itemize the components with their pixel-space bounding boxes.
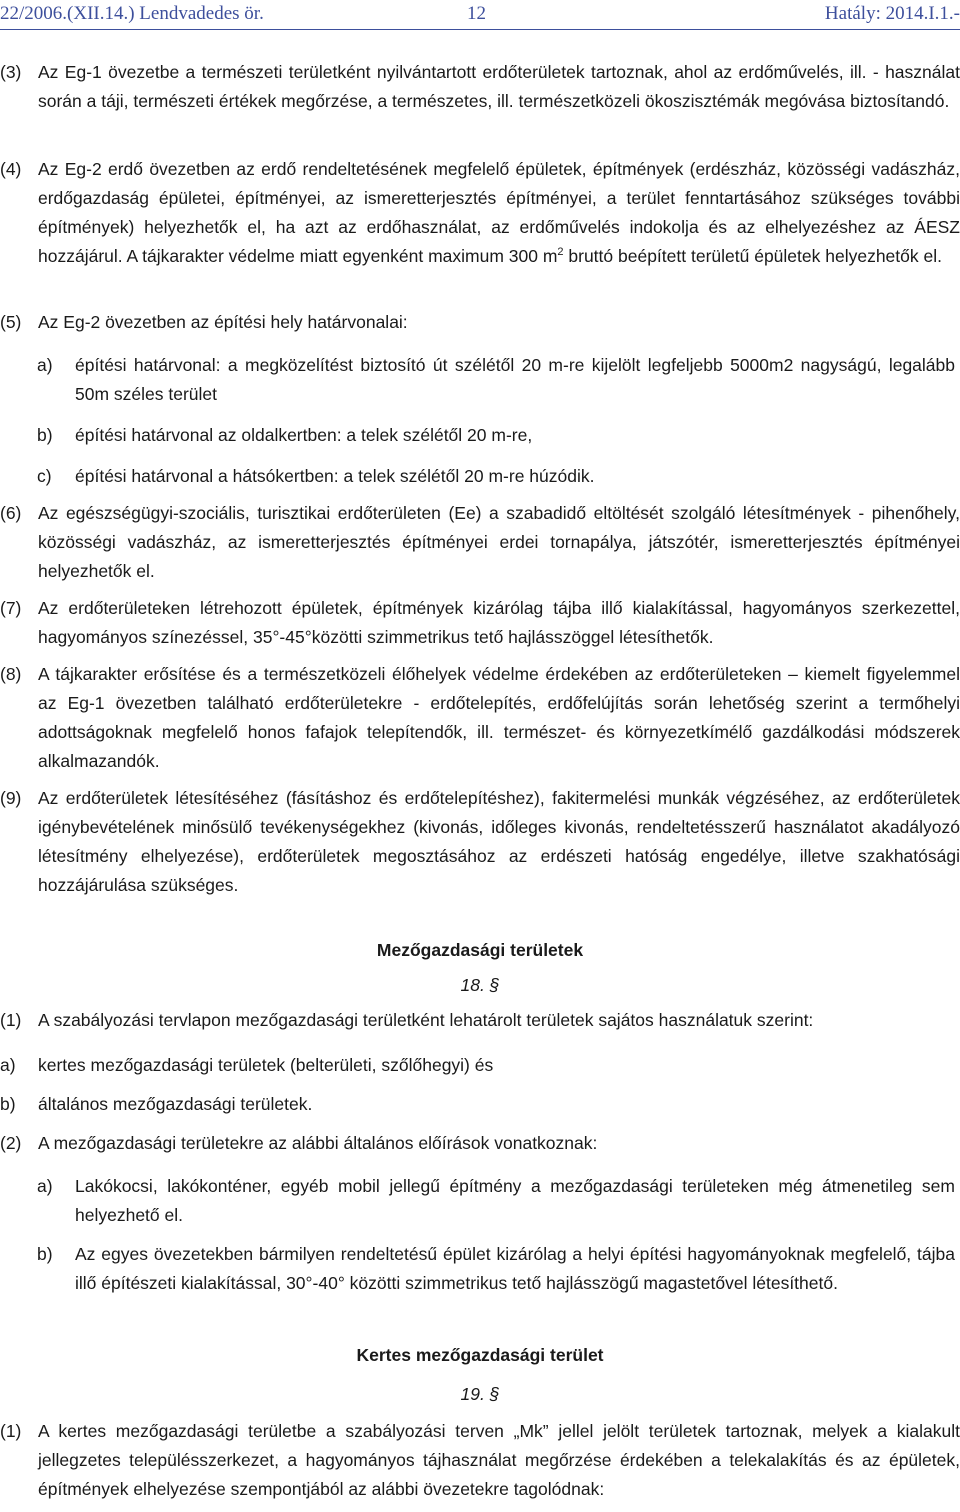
paragraph-label: (8) xyxy=(0,664,22,684)
section-sign: 19. § xyxy=(460,1384,500,1404)
paragraph-label: (5) xyxy=(0,312,22,332)
paragraph-18-1 xyxy=(0,1006,960,1035)
section-heading: Mezőgazdasági területek xyxy=(376,940,584,960)
list-item xyxy=(37,351,960,409)
list-item-text: általános mezőgazdasági területek. xyxy=(38,1094,313,1114)
paragraph-text: Az egészségügyi-szociális, turisztikai erdőterületen (Ee) a szabadidő eltöltését szolgáló létesítmények - pihenőhely, közösségi vadászház, az ismeretterjesztés építményei erdei tornapálya, játszótér, ismeretterjesztés építményei helyezhetők el. xyxy=(38,503,960,581)
paragraph-label: (3) xyxy=(0,62,22,82)
paragraph-text: Az erdőterületeken létrehozott épületek, építmények kizárólag tájba illő kialakítással, hagyományos szerkezettel, hagyományos színezéssel, 35°-45°közötti szimmetrikus tető hajlásszöggel létesíthetők. xyxy=(38,598,960,647)
list-item-label: a) xyxy=(0,1055,16,1075)
list-item-label: b) xyxy=(37,425,53,445)
header-page-number: 12 xyxy=(467,3,486,24)
list-item-label: a) xyxy=(37,1176,53,1196)
paragraph-5 xyxy=(0,308,960,337)
paragraph-7 xyxy=(0,594,960,652)
list-item xyxy=(0,1051,960,1080)
list-item-text: Lakókocsi, lakókonténer, egyéb mobil jellegű építmény a mezőgazdasági területeken még átmenetileg sem helyezhető el. xyxy=(75,1176,955,1225)
paragraph-4 xyxy=(0,155,960,300)
list-item-label: c) xyxy=(37,466,52,486)
list-item xyxy=(37,1172,960,1230)
page-header xyxy=(0,0,960,28)
list-item-text: építési határvonal a hátsókertben: a telek szélétől 20 m-re húzódik. xyxy=(75,466,595,486)
paragraph-text-part: Az Eg-2 erdő övezetben az erdő rendeltetésének megfelelő épületek, építmények (erdészház, közösségi vadászház, erdőgazdaság épületei, építményei, az ismeretterjesztés építményei, a terület fenntartásához szükséges további építmények) helyezhetők el, ha azt az erdőhasználat, az erdőművelés indokolja és az elhelyezéshez az ÁESZ hozzájárul. A tájkarakter védelme miatt egyenként maximum 300 m xyxy=(38,159,960,266)
header-document-id: 22/2006.(XII.14.) Lendvadedes ör. xyxy=(0,3,264,24)
paragraph-19-1 xyxy=(0,1417,960,1504)
list-item-text: Az egyes övezetekben bármilyen rendeltetésű épület kizárólag a helyi építési hagyományoknak megfelelő, tájba illő építészeti kialakítással, 30°-40° közötti szimmetrikus tető hajlásszögű magastetővel létesíthető. xyxy=(75,1244,955,1293)
paragraph-18-2 xyxy=(0,1129,960,1158)
paragraph-text: A szabályozási tervlapon mezőgazdasági területként lehatárolt területek sajátos használatuk szerint: xyxy=(38,1010,814,1030)
paragraph-6 xyxy=(0,499,960,586)
paragraph-3 xyxy=(0,58,960,145)
paragraph-label: (1) xyxy=(0,1010,22,1030)
header-rule xyxy=(0,29,960,30)
list-item-text: kertes mezőgazdasági területek (belterületi, szőlőhegyi) és xyxy=(38,1055,494,1075)
header-effective-date: Hatály: 2014.I.1.- xyxy=(824,3,960,24)
paragraph-text xyxy=(38,155,960,300)
paragraph-label: (6) xyxy=(0,503,22,523)
paragraph-text: Az Eg-2 övezetben az építési hely határvonalai: xyxy=(38,312,408,332)
paragraph-label: (7) xyxy=(0,598,22,618)
list-item xyxy=(37,462,960,491)
paragraph-9 xyxy=(0,784,960,900)
paragraph-text: Az Eg-1 övezetbe a természeti területként nyilvántartott erdőterületek tartoznak, ahol az erdőművelés, ill. - használat során a táji, természeti értékek megőrzése, a természetes, ill. természetközeli ökoszisztémák megóvása biztosítandó. xyxy=(38,62,960,111)
list-item-label: a) xyxy=(37,355,53,375)
paragraph-text: Az erdőterületek létesítéséhez (fásításhoz és erdőtelepítéshez), fakitermelési munkák végzéséhez, az erdőterületek igénybevételének minősülő tevékenységekhez (kivonás, időleges kivonás, rendeltetésszerű használatot akadályozó létesítmény elhelyezése), erdőterületek megosztásához az erdészeti hatóság engedélye, illetve szakhatósági hozzájárulása szükséges. xyxy=(38,788,960,895)
paragraph-text: A tájkarakter erősítése és a természetközeli élőhelyek védelme érdekében az erdőterületeken – kiemelt figyelemmel az Eg-1 övezetben található erdőterületekre - erdőtelepítés, erdőfelújítás során lehetőség szerint a termőhelyi adottságoknak megfelelő honos fafajok telepítendők, ill. természet- és környezetkímélő gazdálkodási módszerek alkalmazandók. xyxy=(38,664,960,771)
paragraph-label: (2) xyxy=(0,1133,22,1153)
paragraph-label: (9) xyxy=(0,788,22,808)
paragraph-8 xyxy=(0,660,960,776)
superscript: 2 xyxy=(557,246,564,258)
list-item-label: b) xyxy=(0,1094,16,1114)
document-body xyxy=(0,58,960,1504)
list-item-text: építési határvonal az oldalkertben: a telek szélétől 20 m-re, xyxy=(75,425,533,445)
paragraph-label: (1) xyxy=(0,1421,22,1441)
paragraph-text: A mezőgazdasági területekre az alábbi általános előírások vonatkoznak: xyxy=(38,1133,598,1153)
paragraph-label: (4) xyxy=(0,159,22,179)
list-item-text: építési határvonal: a megközelítést biztosító út szélétől 20 m-re kijelölt legfeljebb 5000m2 nagyságú, legalább 50m széles terület xyxy=(75,355,955,404)
list-item xyxy=(0,1090,960,1119)
list-item xyxy=(37,421,960,450)
section-sign: 18. § xyxy=(460,975,500,995)
list-item xyxy=(37,1240,960,1327)
paragraph-text-part: bruttó beépített területű épületek helyezhetők el. xyxy=(563,246,942,266)
list-item-label: b) xyxy=(37,1244,53,1264)
section-heading: Kertes mezőgazdasági terület xyxy=(356,1345,604,1365)
paragraph-text: A kertes mezőgazdasági területbe a szabályozási terven „Mk” jellel jelölt területek tartoznak, melyek a kialakult jellegzetes településszerkezet, a hagyományos tájhasználat megőrzése érdekében a telekalakítás és az épületek, építmények elhelyezése szempontjából az alábbi övezetekre tagolódnak: xyxy=(38,1421,960,1499)
